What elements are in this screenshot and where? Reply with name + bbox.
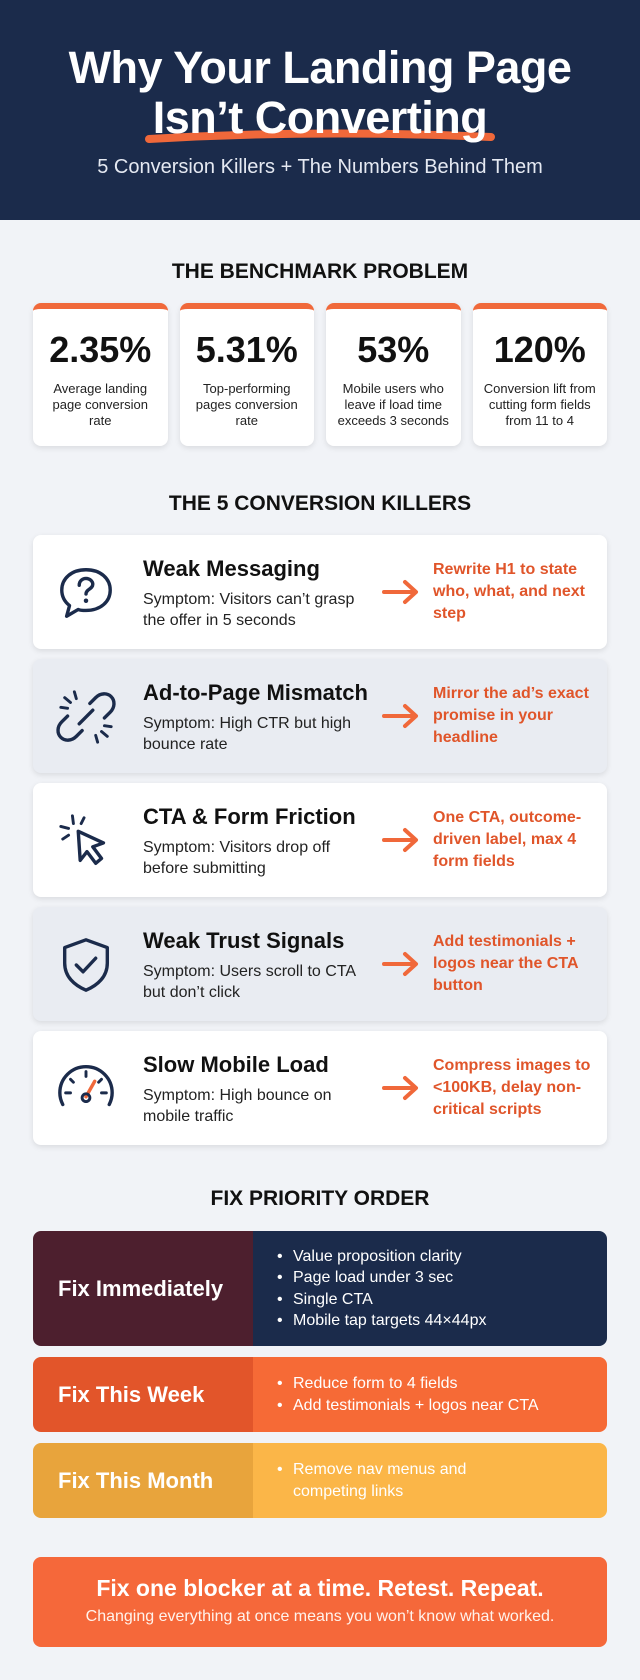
priority-row-this-week — [33, 1357, 607, 1432]
arrow-right-icon — [381, 1073, 421, 1103]
killer-symptom: Symptom: High CTR but high bounce rate — [143, 715, 352, 753]
speedometer-icon — [55, 1058, 117, 1120]
killer-card-trust-signals — [33, 907, 607, 1021]
killer-card-cta-friction — [33, 783, 607, 897]
priority-label: Fix This Month — [33, 1443, 253, 1518]
benchmark-stats — [33, 303, 607, 446]
arrow-right-icon — [381, 577, 421, 607]
stat-value: 5.31% — [195, 329, 298, 370]
page-title-line-1: Why Your Landing Page — [68, 42, 572, 93]
killer-card-weak-messaging — [33, 535, 607, 649]
footer-callout — [33, 1557, 607, 1647]
page-subtitle: 5 Conversion Killers + The Numbers Behind Them — [97, 156, 543, 178]
killer-symptom: Symptom: Users scroll to CTA but don’t click — [143, 963, 356, 1001]
stat-value: 2.35% — [49, 329, 152, 370]
stat-card — [473, 303, 608, 446]
killer-card-ad-mismatch — [33, 659, 607, 773]
priority-row-this-month — [33, 1443, 607, 1518]
arrow-right-icon — [381, 825, 421, 855]
priority-item: • Remove nav menus and competing links — [277, 1459, 537, 1502]
killer-fix: Rewrite H1 to state who, what, and next step — [433, 561, 586, 622]
priority-items — [253, 1231, 607, 1346]
stat-value: 120% — [493, 329, 586, 370]
stat-value: 53% — [357, 329, 430, 370]
killer-title: CTA & Form Friction — [143, 804, 356, 829]
priority-heading: FIX PRIORITY ORDER — [210, 1187, 430, 1210]
killer-card-slow-load — [33, 1031, 607, 1145]
priority-item: • Reduce form to 4 fields — [277, 1373, 539, 1395]
priority-label: Fix This Week — [33, 1357, 253, 1432]
arrow-right-icon — [381, 949, 421, 979]
stat-label: Mobile users who leave if load time exceeds 3 seconds — [337, 381, 449, 428]
killer-title: Ad-to-Page Mismatch — [143, 680, 368, 705]
question-bubble-icon — [55, 562, 117, 624]
killer-title: Slow Mobile Load — [143, 1052, 329, 1077]
arrow-right-icon — [381, 701, 421, 731]
cursor-click-icon — [55, 810, 117, 872]
priority-item: • Add testimonials + logos near CTA — [277, 1395, 539, 1417]
killer-fix: Add testimonials + logos near the CTA button — [433, 933, 578, 994]
killer-symptom: Symptom: Visitors drop off before submitting — [143, 839, 331, 877]
page-title-line-2: Isn’t Converting — [152, 92, 488, 143]
killers-heading: THE 5 CONVERSION KILLERS — [168, 492, 472, 515]
header-banner — [0, 0, 640, 220]
priority-item: • Value proposition clarity — [277, 1246, 486, 1268]
killer-title: Weak Trust Signals — [143, 928, 345, 953]
stat-label: Conversion lift from cutting form fields from 11 to 4 — [483, 381, 596, 428]
broken-link-icon — [55, 686, 117, 748]
killer-symptom: Symptom: Visitors can’t grasp the offer in 5 seconds — [143, 591, 355, 629]
priority-label: Fix Immediately — [33, 1231, 253, 1346]
footer-subtext: Changing everything at once means you won’t know what worked. — [85, 1608, 555, 1625]
stat-label: Top-performing pages conversion rate — [195, 381, 298, 428]
stat-label: Average landing page conversion rate — [52, 381, 148, 428]
killer-title: Weak Messaging — [143, 556, 320, 581]
priority-items — [253, 1357, 607, 1432]
priority-item: • Page load under 3 sec — [277, 1267, 486, 1289]
priority-row-immediately — [33, 1231, 607, 1346]
killer-symptom: Symptom: High bounce on mobile traffic — [143, 1087, 332, 1125]
killer-fix: Compress images to <100KB, delay non-critical scripts — [433, 1057, 591, 1118]
benchmark-heading: THE BENCHMARK PROBLEM — [171, 260, 469, 283]
stat-card — [326, 303, 461, 446]
killer-fix: Mirror the ad’s exact promise in your headline — [433, 685, 589, 746]
shield-check-icon — [55, 934, 117, 996]
priority-items — [253, 1443, 607, 1518]
killer-fix: One CTA, outcome-driven label, max 4 form fields — [433, 809, 582, 870]
stat-card — [180, 303, 315, 446]
priority-item: • Mobile tap targets 44×44px — [277, 1310, 486, 1332]
priority-item: • Single CTA — [277, 1289, 486, 1311]
footer-headline: Fix one blocker at a time. Retest. Repeat. — [96, 1575, 544, 1601]
stat-card — [33, 303, 168, 446]
